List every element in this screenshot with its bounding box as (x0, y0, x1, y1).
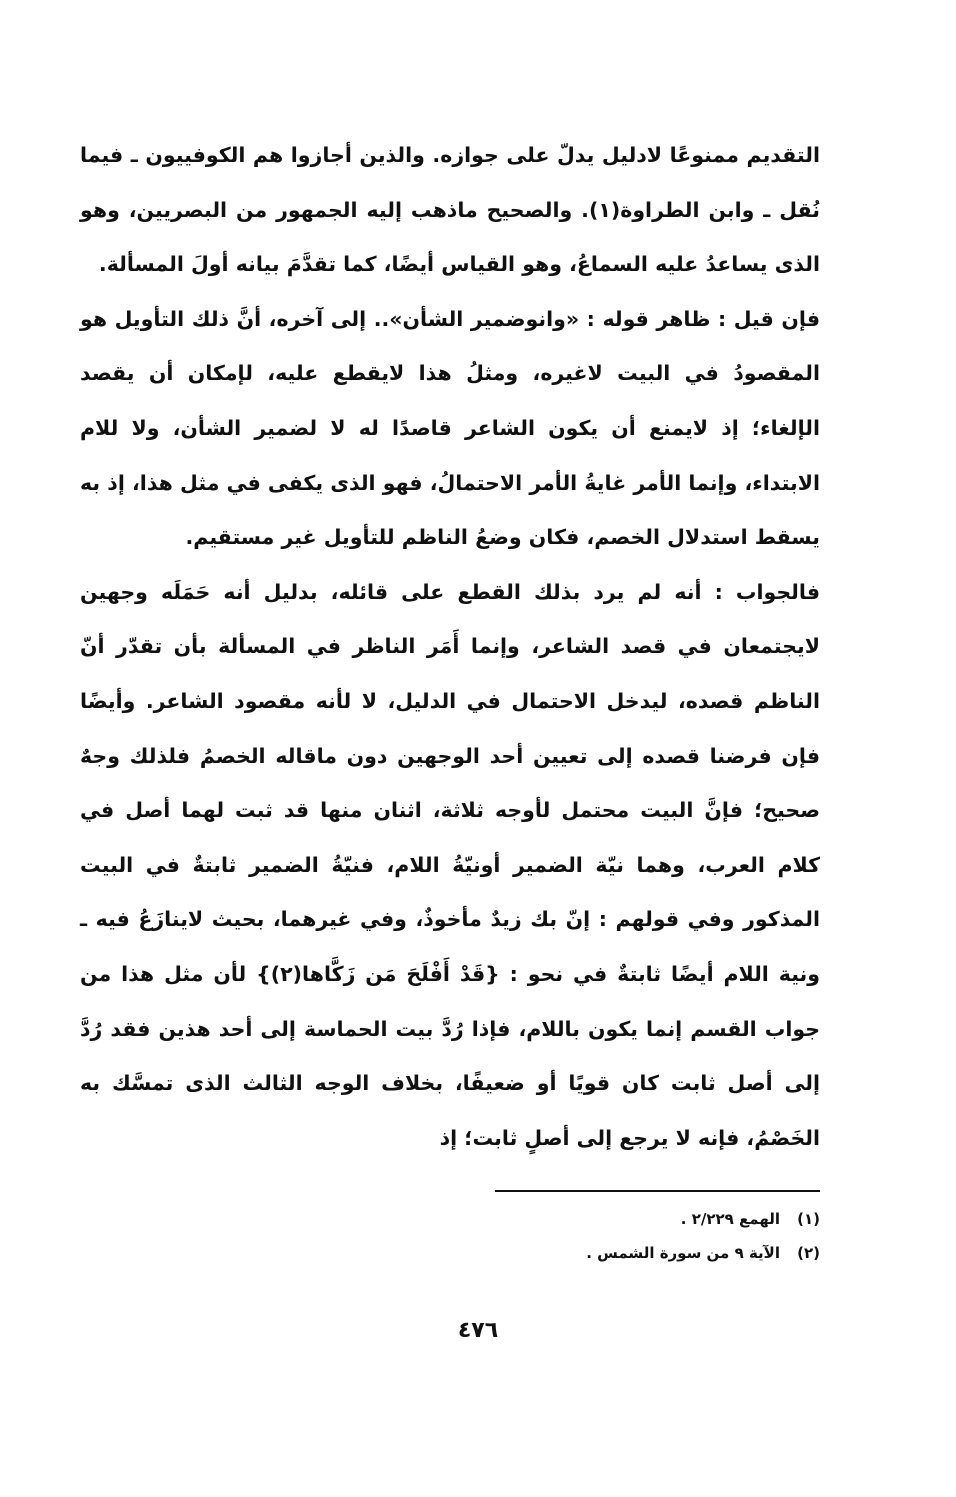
paragraph-1: التقديم ممنوعًا لادليل يدلّ على جوازه. والذين أجازوا هم الكوفييون ـ فيما نُقل ـ وابن الطراوة(١). والصحيح ماذهب إليه الجمهور من البصريين، وهو الذى يساعدُ عليه السماعُ، وهو القياس أيضًا، كما تقدَّمَ بيانه أولَ المسألة. (80, 143, 820, 277)
footnote-number: (١) (797, 1210, 820, 1228)
main-text (80, 128, 820, 1165)
paragraph-3: فالجواب : أنه لم يرد بذلك القطع على قائله، بدليل أنه حَمَلَه وجهين لايجتمعان في قصد الشاعر، وإنما أَمَر الناظر في المسألة بأن تقدّر أنّ الناظم قصده، ليدخل الاحتمال في الدليل، لا لأنه مقصود الشاعر. وأيضًا فإن فرضنا قصده إلى تعيين أحد الوجهين دون ماقاله الخصمُ فلذلك وجهٌ صحيح؛ فإنَّ البيت محتمل لأوجه ثلاثة، اثنان منها قد ثبت لهما أصل في كلام العرب، وهما نيّة الضمير أونيّةُ اللام، فنيّةُ الضمير ثابتةٌ في البيت المذكور وفي قولهم : إنّ بك زيدٌ مأخوذٌ، وفي غيرهما، بحيث لاينازَعُ فيه ـ ونية اللام أيضًا ثابتةٌ في نحو : {قَدْ أَفْلَحَ مَن زَكَّاها(٢)} لأن مثل هذا من جواب القسم إنما يكون باللام، فإذا رُدَّ بيت الحماسة إلى أحد هذين فقد رُدَّ إلى أصل ثابت كان قويًا أو ضعيفًا، بخلاف الوجه الثالث الذى تمسَّك به الخَصْمُ، فإنه لا يرجع إلى أصلٍ ثابت؛ إذ (80, 579, 821, 1150)
footnote-divider (495, 1190, 820, 1192)
footnote-1 (495, 1202, 820, 1236)
footnote-text: الآية ٩ من سورة الشمس . (586, 1244, 780, 1262)
page-number: ٤٧٦ (457, 1318, 499, 1343)
footnote-2 (495, 1236, 820, 1270)
paragraph-2: فإن قيل : ظاهر قوله : «وانوضمير الشأن».. إلى آخره، أنَّ ذلك التأويل هو المقصودُ في البيت لاغيره، ومثلُ هذا لايقطع عليه، لإمكان أن يقصد الإلغاء؛ إذ لايمنع أن يكون الشاعر قاصدًا له لا لضمير الشأن، ولا للام الابتداء، وإنما الأمر غايةُ الأمر الاحتمالُ، فهو الذى يكفى في مثل هذا، إذ به يسقط استدلال الخصم، فكان وضعُ الناظم للتأويل غير مستقيم. (80, 306, 820, 550)
footnote-text: الهمع ٢/٢٢٩ . (680, 1210, 780, 1228)
footnote-number: (٢) (797, 1244, 820, 1262)
footnotes (495, 1202, 820, 1270)
